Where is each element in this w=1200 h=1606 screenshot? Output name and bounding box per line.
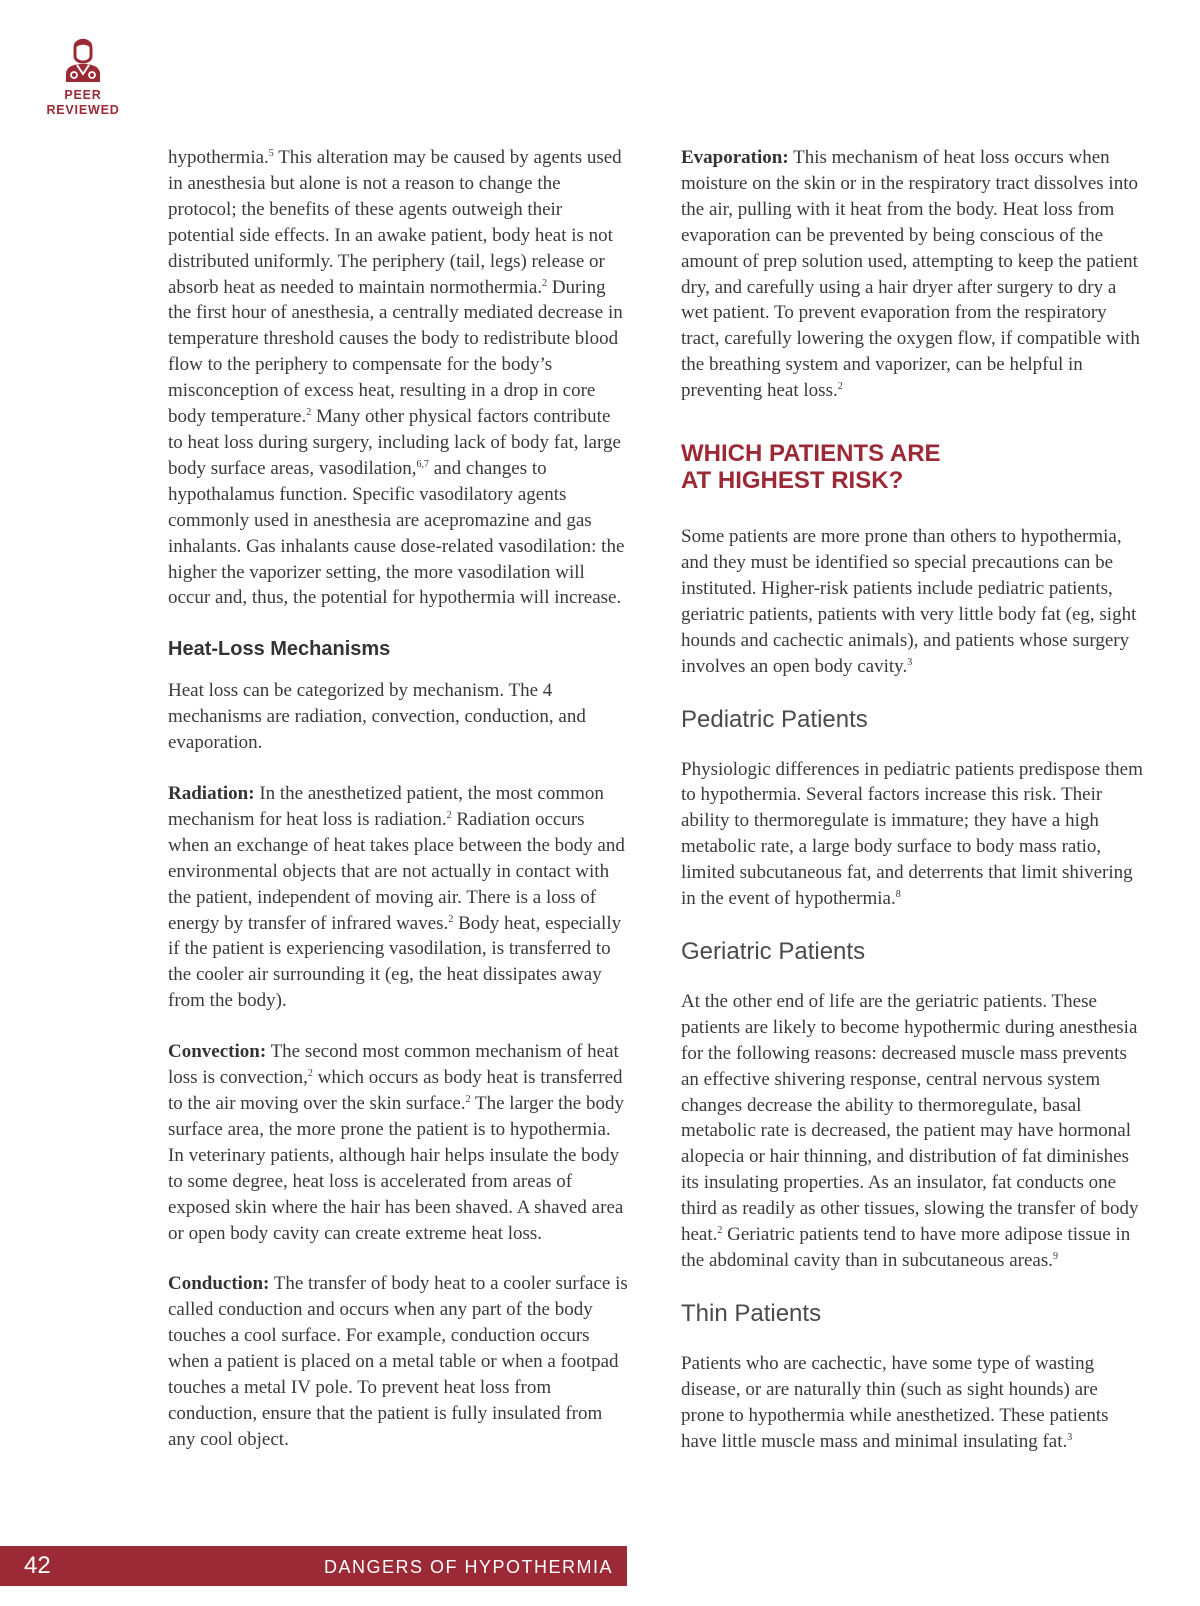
page-footer [0, 1546, 627, 1586]
running-title: DANGERS OF HYPOTHERMIA [323, 1557, 613, 1577]
radiation-paragraph: Radiation: In the anesthetized patient, the most common mechanism for heat loss is radiation.$^2$ Radiation occurs when an exchange of heat takes place between the body and environmental objects that are not actually in contact with the patient, independent of moving air. There is a loss of energy by transfer of infrared waves.$^2$ Body heat, especially if the patient is experiencing vasodilation, is transferred to the cooler air surrounding it (eg, the heat dissipates away from the body). [168, 783, 625, 1012]
left-column [168, 145, 628, 1478]
page-number: 42 [24, 1552, 51, 1579]
convection-paragraph: Convection: The second most common mechanism of heat loss is convection,$^2$ which occurs as body heat is transferred to the air moving over the skin surface.$^2$ The larger the body surface area, the more prone the patient is to hypothermia. In veterinary patients, although hair helps insulate the body to some degree, heat loss is accelerated from areas of exposed skin where the hair has been shaved. A shaved area or open body cavity can create extreme heat loss. [168, 1041, 624, 1244]
thin-heading: Thin Patients [681, 1299, 822, 1327]
right-column [681, 145, 1143, 1480]
doctor-icon [63, 34, 103, 84]
geriatric-heading: Geriatric Patients [681, 937, 866, 965]
pediatric-paragraph: Physiologic differences in pediatric patients predispose them to hypothermia. Several factors increase this risk. Their ability to thermoregulate is immature; they have a high metabolic rate, a large body surface to body mass ratio, limited subcutaneous fat, and deterrents that limit shivering in the event of hypothermia.$^8$ [681, 758, 1143, 910]
intro-paragraph: hypothermia.$^5$ This alteration may be caused by agents used in anesthesia but alone is not a reason to change the protocol; the benefits of these agents outweigh their potential side effects. In an awake patient, body heat is not distributed uniformly. The periphery (tail, legs) release or absorb heat as needed to maintain normothermia.$^2$ During the first hour of anesthesia, a centrally mediated decrease in temperature threshold causes the body to redistribute blood flow to the periphery to compensate for the body’s misconception of excess heat, resulting in a drop in core body temperature.$^2$ Many other physical factors contribute to heat loss during surgery, including lack of body fat, large body surface areas, vasodilation,$^{6,7}$ and changes to hypothalamus function. Specific vasodilatory agents commonly used in anesthesia are acepromazine and gas inhalants. Gas inhalants cause dose-related vasodilation: the higher the vaporizer setting, the more vasodilation will occur and, thus, the potential for hypothermia will increase. [168, 147, 625, 609]
badge-label-line1: PEER [64, 88, 102, 102]
risk-paragraph: Some patients are more prone than others to hypothermia, and they must be identified so special precautions can be instituted. Higher-risk patients include pediatric patients, geriatric patients, patients with very little body fat (eg, sight hounds and cachectic animals), and patients whose surgery involves an open body cavity.$^3$ [681, 526, 1137, 677]
badge-label-line2: REVIEWED [46, 103, 120, 117]
evaporation-paragraph: Evaporation: This mechanism of heat loss occurs when moisture on the skin or in the respiratory tract dissolves into the air, pulling with it heat from the body. Heat loss from evaporation can be prevented by being conscious of the amount of prep solution used, attempting to keep the patient dry, and carefully using a hair dryer after surgery to dry a wet patient. To prevent evaporation from the respiratory tract, carefully lowering the oxygen flow, if compatible with the breathing system and vaporizer, can be helpful in preventing heat loss.$^2$ [681, 147, 1140, 402]
heat-loss-heading: Heat-Loss Mechanisms [168, 638, 391, 661]
mechanisms-paragraph: Heat loss can be categorized by mechanism. The 4 mechanisms are radiation, convection, conduction, and evaporation. [168, 680, 586, 754]
peer-reviewed-badge [40, 34, 126, 118]
conduction-paragraph: Conduction: The transfer of body heat to a cooler surface is called conduction and occurs when any part of the body touches a cool surface. For example, conduction occurs when a patient is placed on a metal table or when a footpad touches a metal IV pole. To prevent heat loss from conduction, ensure that the patient is fully insulated from any cool object. [168, 1273, 628, 1450]
geriatric-paragraph: At the other end of life are the geriatric patients. These patients are likely to become hypothermic during anesthesia for the following reasons: decreased muscle mass prevents an effective shivering response, central nervous system changes decrease the ability to thermoregulate, basal metabolic rate is decreased, the patient may have hormonal alopecia or hair thinning, and distribution of fat diminishes its insulating properties. As an insulator, fat conducts one third as readily as other tissues, slowing the transfer of body heat.$^2$ Geriatric patients tend to have more adipose tissue in the abdominal cavity than in subcutaneous areas.$^9$ [681, 990, 1139, 1271]
thin-paragraph: Patients who are cachectic, have some type of wasting disease, or are naturally thin (such as sight hounds) are prone to hypothermia while anesthetized. These patients have little muscle mass and minimal insulating fat.$^3$ [681, 1352, 1109, 1452]
pediatric-heading: Pediatric Patients [681, 705, 868, 733]
risk-section-heading: WHICH PATIENTS ARE AT HIGHEST RISK? [681, 440, 941, 495]
